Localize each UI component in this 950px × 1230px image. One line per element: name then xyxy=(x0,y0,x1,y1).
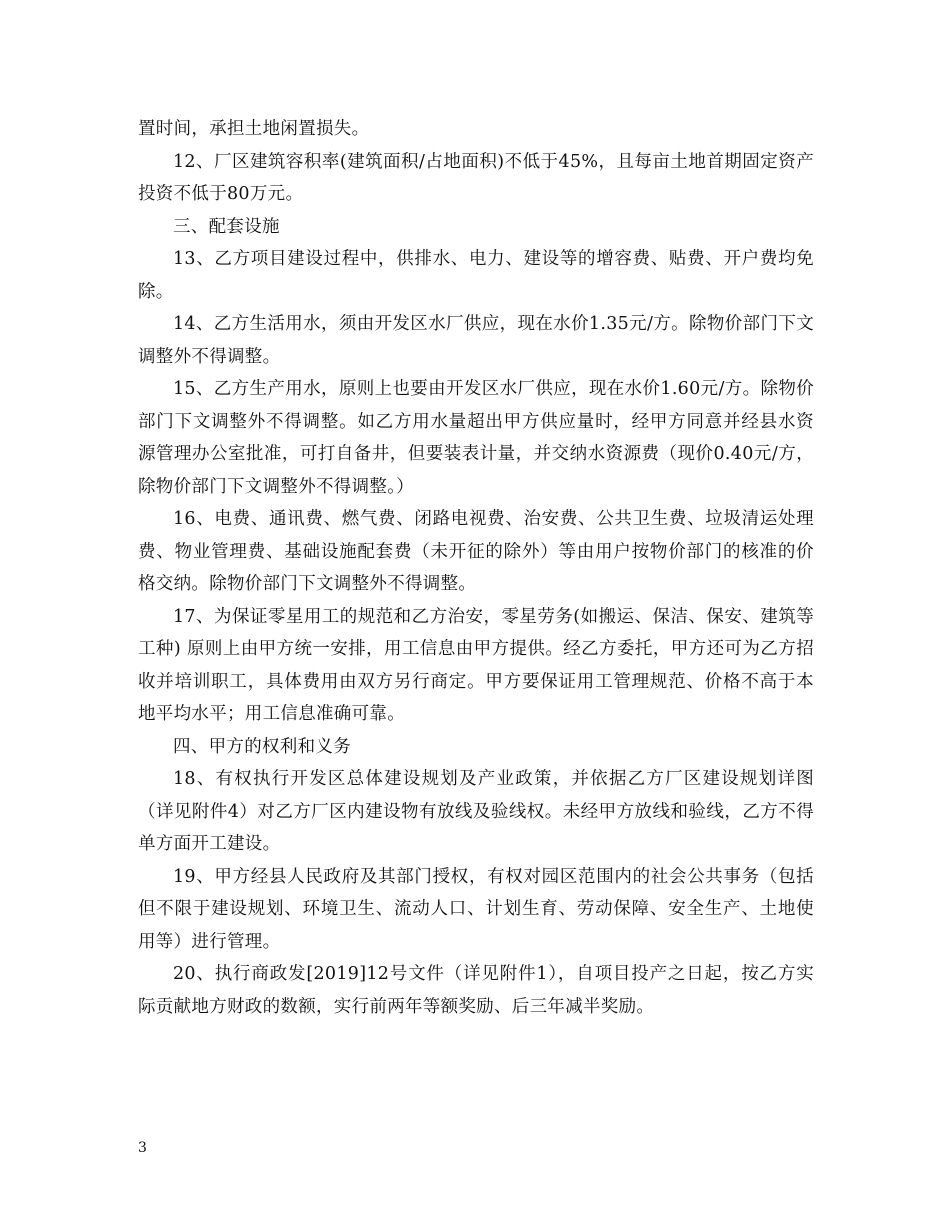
document-body xyxy=(138,113,814,1023)
section-heading-party-a-rights: 四、甲方的权利和义务 xyxy=(173,736,351,757)
paragraph-item-13: 13、乙方项目建设过程中，供排水、电力、建设等的增容费、贴费、开户费均免除。 xyxy=(138,249,814,302)
paragraph-item-12: 12、厂区建筑容积率(建筑面积/占地面积)不低于45%，且每亩土地首期固定资产投资不低于80万元。 xyxy=(138,151,814,204)
paragraph-item-17: 17、为保证零星用工的规范和乙方治安，零星劳务(如搬运、保洁、保安、建筑等工种) 原则上由甲方统一安排，用工信息由甲方提供。经乙方委托，甲方还可为乙方招收并培训职工，具体费用由双方另行商定。甲方要保证用工管理规范、价格不高于本地平均水平；用工信息准确可靠。 xyxy=(138,606,814,724)
paragraph-item-14: 14、乙方生活用水，须由开发区水厂供应，现在水价1.35元/方。除物价部门下文调整外不得调整。 xyxy=(138,314,814,367)
paragraph-continuation: 置时间，承担土地闲置损失。 xyxy=(138,119,370,139)
section-heading-supporting-facilities: 三、配套设施 xyxy=(173,216,280,237)
paragraph-item-16: 16、电费、通讯费、燃气费、闭路电视费、治安费、公共卫生费、垃圾清运处理费、物业管理费、基础设施配套费（未开征的除外）等由用户按物价部门的核准的价格交纳。除物价部门下文调整外不得调整。 xyxy=(138,509,814,594)
paragraph-item-20: 20、执行商政发[2019]12号文件（详见附件1），自项目投产之日起，按乙方实际贡献地方财政的数额，实行前两年等额奖励、后三年减半奖励。 xyxy=(138,964,814,1017)
paragraph-item-18: 18、有权执行开发区总体建设规划及产业政策，并依据乙方厂区建设规划详图（详见附件4）对乙方厂区内建设物有放线及验线权。未经甲方放线和验线，乙方不得单方面开工建设。 xyxy=(138,769,814,854)
paragraph-item-15: 15、乙方生产用水，原则上也要由开发区水厂供应，现在水价1.60元/方。除物价部门下文调整外不得调整。如乙方用水量超出甲方供应量时，经甲方同意并经县水资源管理办公室批准，可打自备井，但要装表计量，并交纳水资源费（现价0.40元/方，除物价部门下文调整外不得调整。） xyxy=(138,379,814,497)
page-number: 3 xyxy=(138,1140,147,1156)
paragraph-item-19: 19、甲方经县人民政府及其部门授权，有权对园区范围内的社会公共事务（包括但不限于建设规划、环境卫生、流动人口、计划生育、劳动保障、安全生产、土地使用等）进行管理。 xyxy=(138,866,814,952)
